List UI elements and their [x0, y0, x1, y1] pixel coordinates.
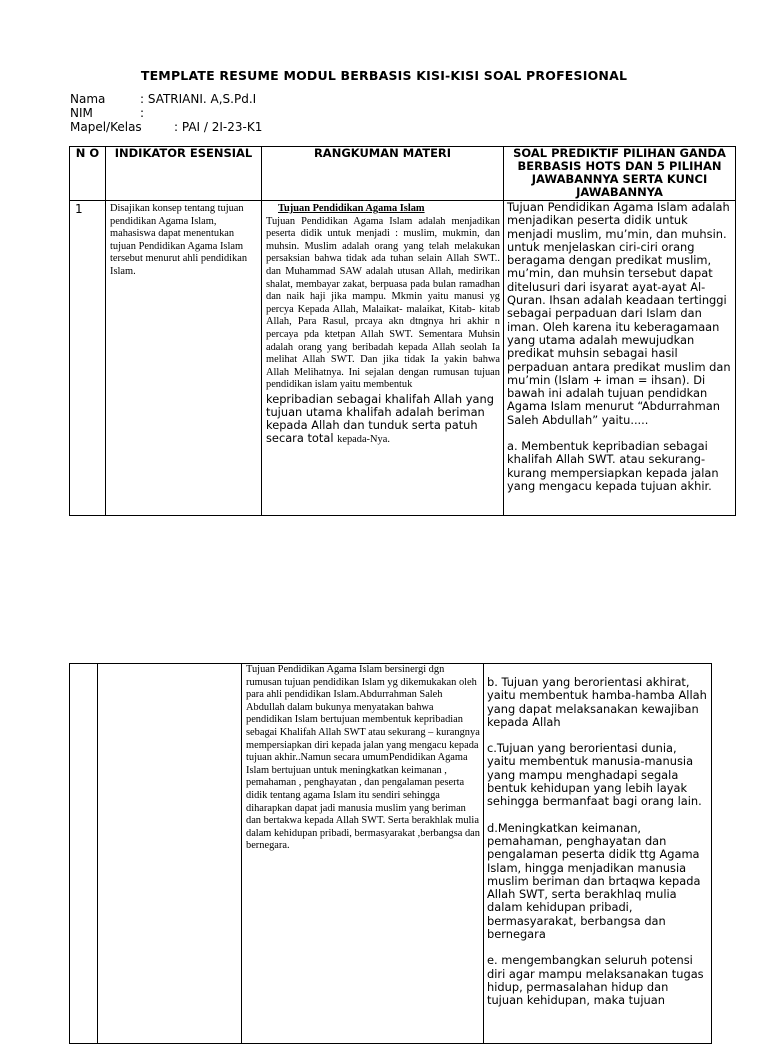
- nama-value: : SATRIANI. A,S.Pd.I: [140, 92, 257, 106]
- document-title: TEMPLATE RESUME MODUL BERBASIS KISI-KISI SOAL PROFESIONAL: [140, 68, 628, 83]
- table-header-row: [70, 147, 736, 201]
- indikator-cell: [106, 201, 262, 516]
- soal-option-c: c.Tujuan yang berorientasi dunia, yaitu membentuk manusia-manusia yang mampu menghadapi segala bentuk kehidupan yang lebih layak sehingga bermanfaat bagi orang lain.: [487, 741, 702, 809]
- meta-nama: [70, 92, 257, 106]
- soal-option-e: e. mengembangkan seluruh potensi diri agar mampu melaksanakan tugas hidup, permasalahan hidup dan tujuan kehidupan, maka tujuan: [487, 953, 704, 1008]
- header-rangkuman: RANGKUMAN MATERI: [262, 147, 504, 201]
- meta-nim: [70, 106, 145, 120]
- row-number-empty: [70, 664, 98, 1044]
- rangkuman-cell: [262, 201, 504, 516]
- soal-option-a: a. Membentuk kepribadian sebagai khalifah Allah SWT. atau sekurang-kurang mempersiapkan kepada jalan yang mengacu kepada tujuan akhir.: [507, 439, 719, 493]
- mapel-value: : PAI / 2I-23-K1: [174, 120, 263, 134]
- soal-cell: [484, 664, 712, 1044]
- table-row: [70, 201, 736, 516]
- soal-question: Tujuan Pendidikan Agama Islam adalah menjadikan peserta didik untuk menjadi muslim, mu’min, dan muhsin. untuk menjelaskan ciri-ciri orang beragama dengan predikat muslim, mu’min, dan muhsin tersebut dapat ditelusuri dari isyarat ayat-ayat Al-Quran. Ihsan adalah keadaan tertinggi sebagai perpaduan dari Islam dan iman. Oleh karena itu keberagamaan yang utama adalah mewujudkan predikat muhsin sebagai hasil perpaduan antara predikat muslim dan mu’min (Islam + iman = ihsan). Di bawah ini adalah tujuan pendidkan Agama Islam menurut “Abdurrahman Saleh Abdullah” yaitu.....: [507, 200, 731, 427]
- row-number: 1: [70, 201, 106, 516]
- nim-label: NIM: [70, 106, 93, 120]
- nama-label: Nama: [70, 92, 106, 106]
- soal-option-b: b. Tujuan yang berorientasi akhirat, yaitu membentuk hamba-hamba Allah yang dapat melaksanakan kewajiban kepada Allah: [487, 675, 707, 729]
- rangkuman-heading: Tujuan Pendidikan Agama Islam: [278, 203, 425, 214]
- table-row: [70, 664, 712, 1044]
- header-indikator: INDIKATOR ESENSIAL: [106, 147, 262, 201]
- resume-table-2: [69, 663, 712, 1044]
- rangkuman-tail: kepribadian sebagai khalifah Allah yang tujuan utama khalifah adalah beriman kepada Allah dan tunduk serta patuh secara total kepada-Nya.: [266, 391, 494, 445]
- header-no: N O: [70, 147, 106, 201]
- indikator-text: Disajikan konsep tentang tujuan pendidikan Agama Islam, mahasiswa dapat menentukan tujuan Pendidikan Agama Islam tersebut menurut ahli pendidikan Islam.: [110, 203, 248, 277]
- mapel-label: Mapel/Kelas: [70, 120, 142, 134]
- soal-cell: [504, 201, 736, 516]
- header-soal: SOAL PREDIKTIF PILIHAN GANDA BERBASIS HOTS DAN 5 PILIHAN JAWABANNYA SERTA KUNCI JAWABANNYA: [504, 147, 736, 201]
- rangkuman-cell: [242, 664, 484, 1044]
- rangkuman-body: Tujuan Pendidikan Agama Islam adalah menjadikan peserta didik untuk menjadi : muslim, mukmin, dan muhsin. Muslim adalah orang yang telah melakukan persaksian bahwa tidak ada tuhan selain Allah SWT.. dan Muhammad SAW adalah utusan Allah, medirikan shalat, membayar zakat, berpuasa pada bulan ramadhan dan naik haji jika mampu. Mkmin yaitu manusi yg percya Kepada Allah, Malaikat- malaikat, Kitab- kitab Allah, Para Rasul, prcaya akn dtngnya hri akhir n percaya pda ktetpan Allah SWT. Sementara Muhsin adalah orang yang beribadah kepada Allah seolah Ia melihat Allah SWT. Dan jika tidak Ia yakin bahwa Allah Melihatnya. Ini sejalan dengan rumusan tujuan pendidikan islam yaitu membentuk: [266, 215, 500, 391]
- nim-value: :: [140, 106, 145, 120]
- resume-table-1: [69, 146, 736, 516]
- indikator-cell-empty: [98, 664, 242, 1044]
- soal-option-d: d.Meningkatkan keimanan, pemahaman, penghayatan dan pengalaman peserta didik ttg Agama Islam, hingga menjadikan manusia muslim beriman dan brtaqwa kepada Allah SWT, serta berakhlaq mulia dalam kehidupan pribadi, bermasyarakat, berbangsa dan bernegara: [487, 820, 701, 942]
- rangkuman-text: Tujuan Pendidikan Agama Islam bersinergi dgn rumusan tujuan pendidikan Islam yg dikemukakan oleh para ahli pendidikan Islam.Abdurrahman Saleh Abdullah dalam bukunya menyatakan bahwa pendidikan Islam bertujuan membentuk kepribadian sebagai Khalifah Allah SWT atau sekurang – kurangnya mempersiapkan diri kepada jalan yang mengacu kepada tujuan akhir..Namun secara umumPendidikan Agama Islam bertujuan untuk meningkatkan keimanan , pemahaman , penghayatan , dan pengalaman peserta didik tentang agama Islam itu sendiri sehingga diharapkan dapat jadi manusia muslim yang beriman dan bertakwa kepada Allah SWT. Serta berakhlak mulia dalam kehidupan pribadi, bermasyarakat ,berbangsa dan bernegara.: [246, 664, 480, 852]
- meta-mapel: [70, 120, 263, 134]
